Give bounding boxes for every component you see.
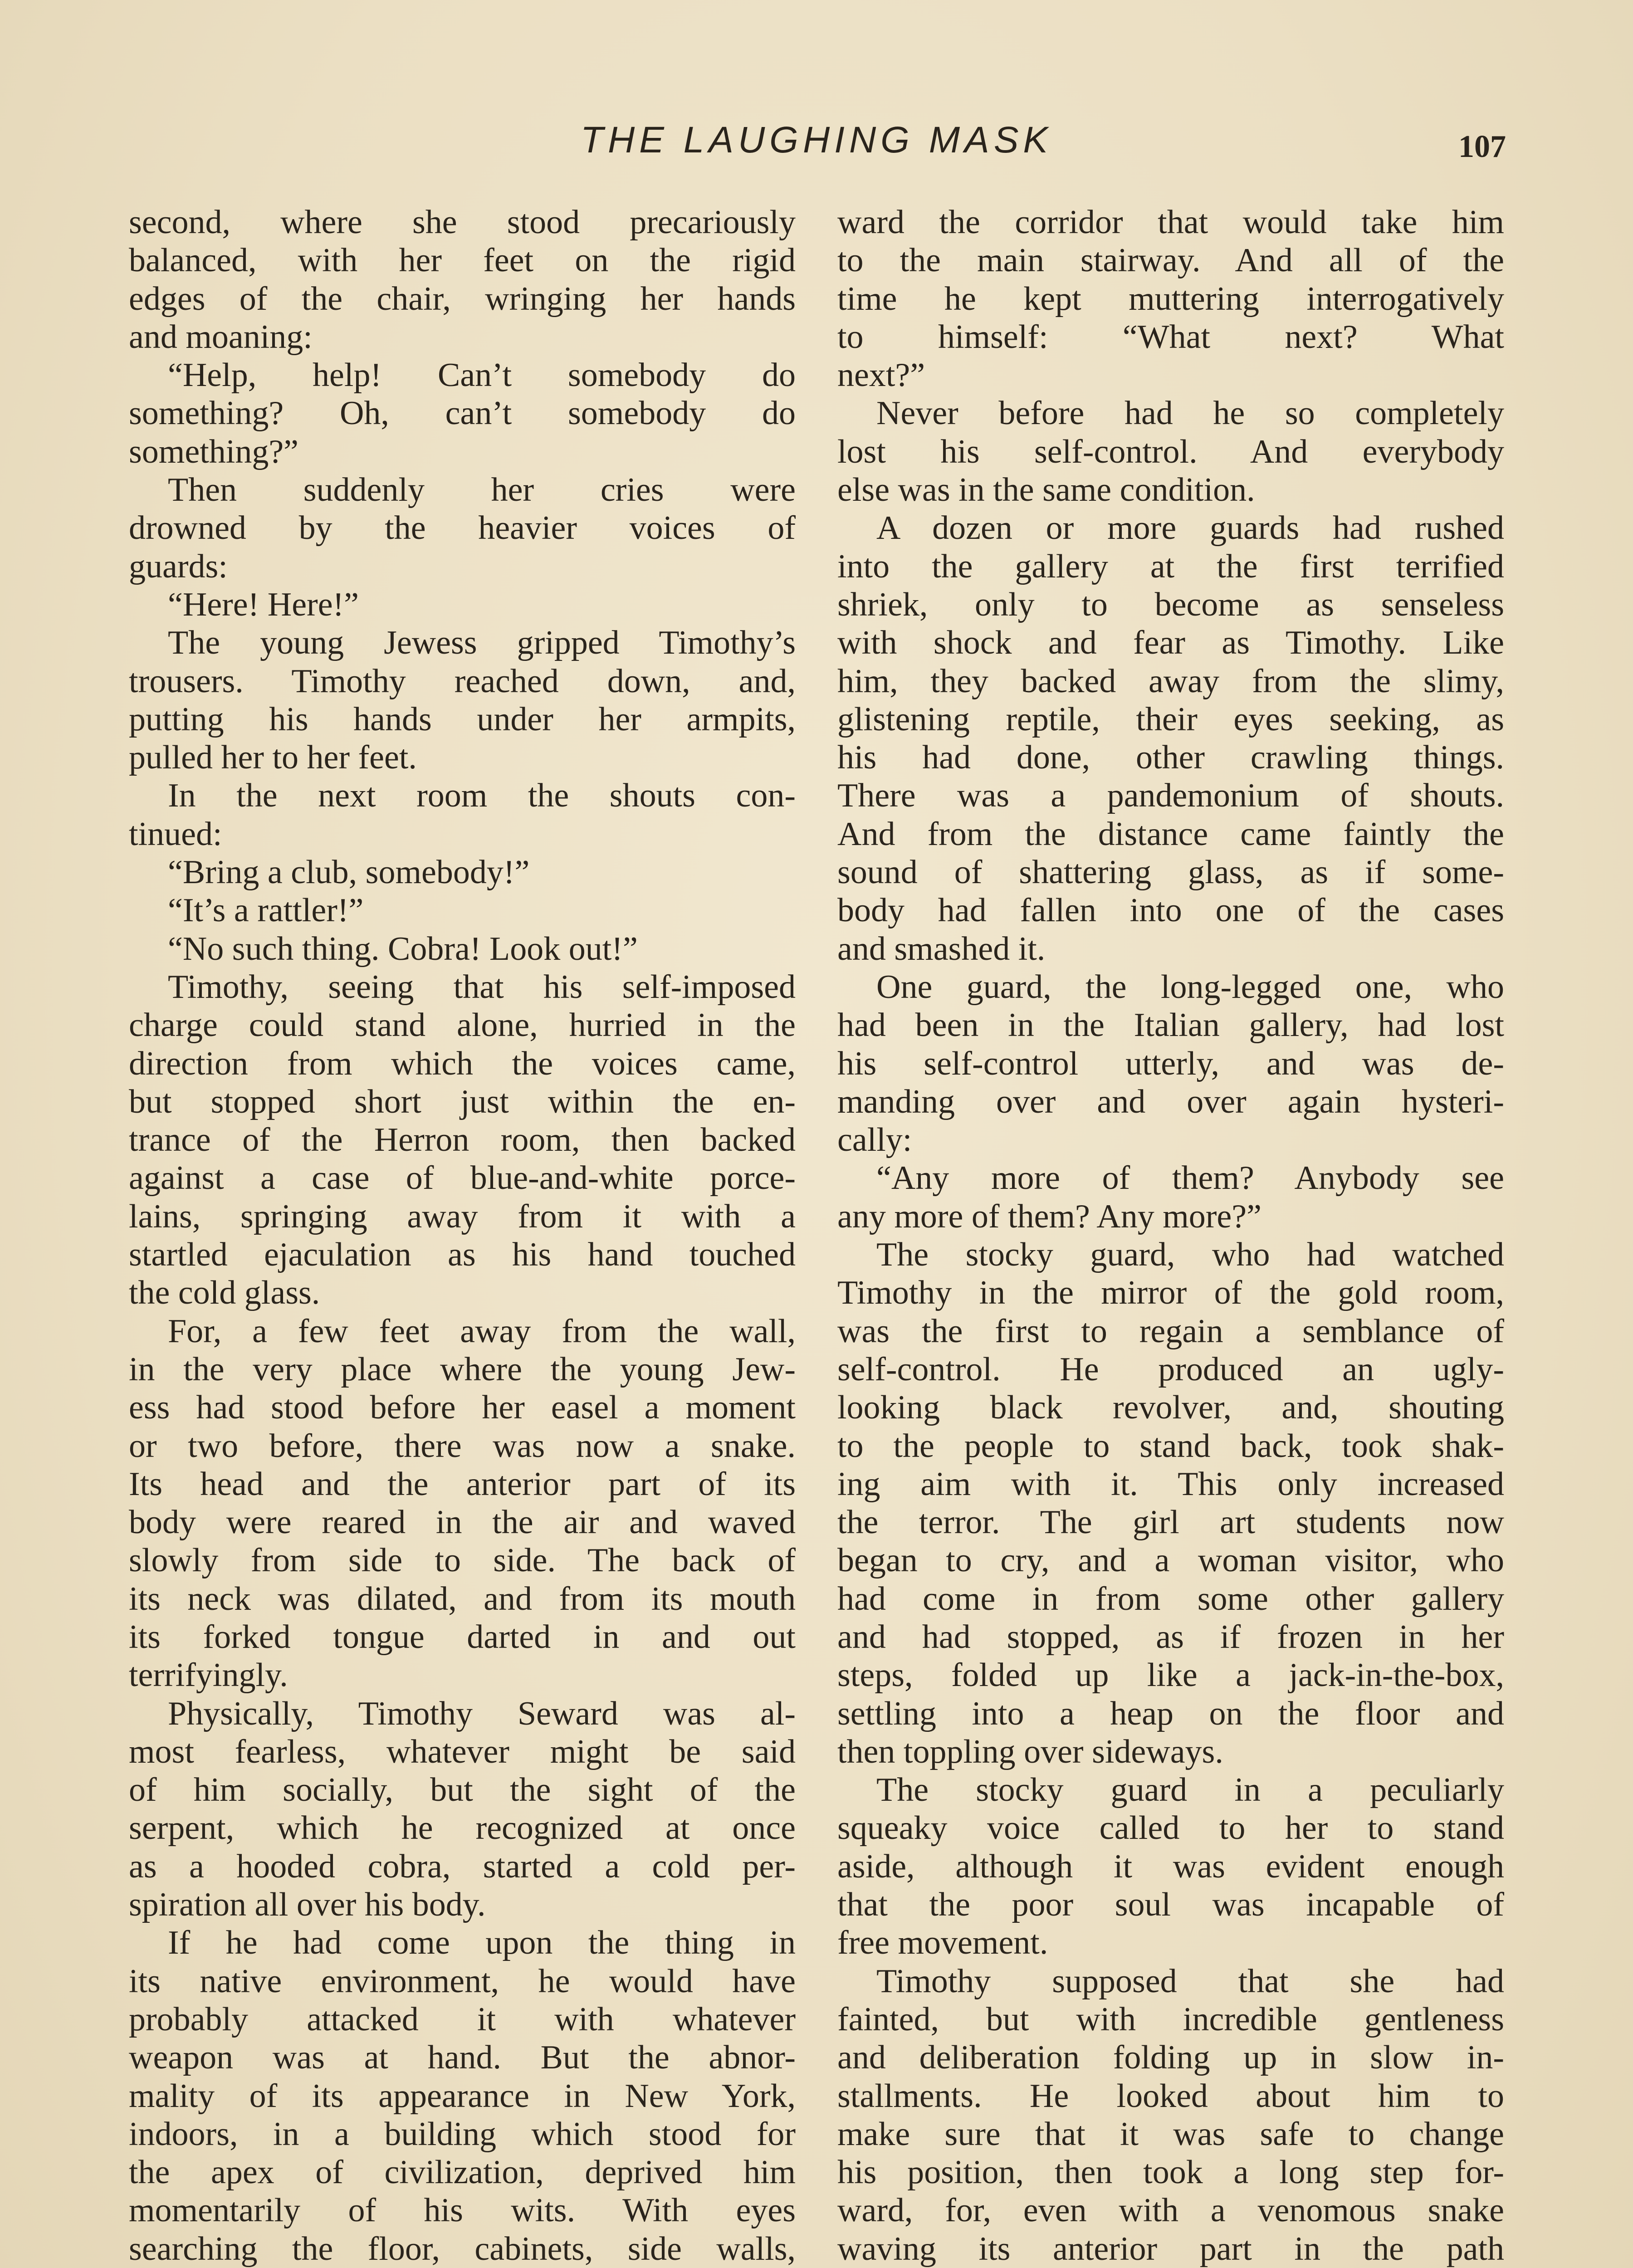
text-line: fainted, but with incredible gentleness <box>837 2000 1504 2038</box>
text-line: searching the floor, cabinets, side walls, <box>129 2230 796 2268</box>
text-line: The stocky guard, who had watched <box>876 1236 1504 1274</box>
text-line: was the first to regain a semblance of <box>837 1312 1504 1350</box>
text-line: something? Oh, can’t somebody do <box>129 395 796 432</box>
text-line: then toppling over sideways. <box>837 1733 1223 1770</box>
text-line: the cold glass. <box>129 1274 320 1312</box>
text-line: steps, folded up like a jack-in-the-box, <box>837 1657 1504 1694</box>
text-line: “Help, help! Can’t somebody do <box>168 357 796 394</box>
text-line: and had stopped, as if frozen in her <box>837 1618 1504 1656</box>
text-line: sound of shattering glass, as if some- <box>837 854 1504 891</box>
text-line: body had fallen into one of the cases <box>837 892 1504 929</box>
text-line: the terror. The girl art students now <box>837 1504 1504 1541</box>
text-line: ing aim with it. This only increased <box>837 1465 1504 1503</box>
text-line: its neck was dilated, and from its mouth <box>129 1580 796 1618</box>
text-line: spiration all over his body. <box>129 1886 486 1924</box>
page-number: 107 <box>1458 129 1506 164</box>
text-line: looking black revolver, and, shouting <box>837 1389 1504 1427</box>
text-line: “Bring a club, somebody!” <box>168 854 530 891</box>
text-line: trousers. Timothy reached down, and, <box>129 662 796 700</box>
text-line: time he kept muttering interrogatively <box>837 280 1504 318</box>
text-line: his position, then took a long step for- <box>837 2154 1504 2191</box>
text-line: Physically, Timothy Seward was al- <box>168 1695 796 1732</box>
text-line: had come in from some other gallery <box>837 1580 1504 1618</box>
text-line: squeaky voice called to her to stand <box>837 1809 1504 1847</box>
text-line: Timothy, seeing that his self-imposed <box>168 968 796 1006</box>
text-line: manding over and over again hysteri- <box>837 1083 1504 1120</box>
text-line: make sure that it was safe to change <box>837 2115 1504 2153</box>
text-line: lost his self-control. And everybody <box>837 433 1504 470</box>
text-line: settling into a heap on the floor and <box>837 1695 1504 1732</box>
text-line: began to cry, and a woman visitor, who <box>837 1542 1504 1579</box>
text-line: And from the distance came faintly the <box>837 815 1504 853</box>
text-line: lains, springing away from it with a <box>129 1198 796 1235</box>
text-line: serpent, which he recognized at once <box>129 1809 796 1847</box>
text-line: against a case of blue-and-white porce- <box>129 1159 796 1197</box>
text-line: that the poor soul was incapable of <box>837 1886 1504 1924</box>
text-line: Then suddenly her cries were <box>168 471 796 509</box>
text-line: to the main stairway. And all of the <box>837 242 1504 279</box>
text-line: The young Jewess gripped Timothy’s <box>168 624 796 662</box>
text-line: terrifyingly. <box>129 1657 288 1694</box>
text-line: Timothy supposed that she had <box>876 1962 1504 2000</box>
text-line: If he had come upon the thing in <box>168 1924 796 1962</box>
left-text-column <box>129 203 796 2268</box>
text-line: weapon was at hand. But the abnor- <box>129 2039 796 2077</box>
text-line: had been in the Italian gallery, had lost <box>837 1007 1504 1044</box>
text-line: “It’s a rattler!” <box>168 892 364 929</box>
text-line: most fearless, whatever might be said <box>129 1733 796 1770</box>
text-line: as a hooded cobra, started a cold per- <box>129 1848 796 1885</box>
text-line: in the very place where the young Jew- <box>129 1350 796 1388</box>
text-line: self-control. He produced an ugly- <box>837 1350 1504 1388</box>
text-line: In the next room the shouts con- <box>168 777 796 815</box>
text-line: but stopped short just within the en- <box>129 1083 796 1120</box>
text-line: aside, although it was evident enough <box>837 1848 1504 1885</box>
text-line: The stocky guard in a peculiarly <box>876 1771 1504 1809</box>
text-line: the apex of civilization, deprived him <box>129 2154 796 2191</box>
text-line: his had done, other crawling things. <box>837 739 1504 777</box>
text-line: charge could stand alone, hurried in the <box>129 1007 796 1044</box>
text-line: next?” <box>837 357 925 394</box>
text-line: Its head and the anterior part of its <box>129 1465 796 1503</box>
text-line: direction from which the voices came, <box>129 1045 796 1082</box>
text-line: of him socially, but the sight of the <box>129 1771 796 1809</box>
text-line: and deliberation folding up in slow in- <box>837 2039 1504 2077</box>
text-line: Never before had he so completely <box>876 395 1504 432</box>
text-line: into the gallery at the first terrified <box>837 547 1504 585</box>
text-line: his self-control utterly, and was de- <box>837 1045 1504 1082</box>
text-line: putting his hands under her armpits, <box>129 700 796 738</box>
text-line: “Any more of them? Anybody see <box>876 1159 1504 1197</box>
text-line: startled ejaculation as his hand touched <box>129 1236 796 1274</box>
text-line: guards: <box>129 547 228 585</box>
text-line: else was in the same condition. <box>837 471 1255 509</box>
text-line: mality of its appearance in New York, <box>129 2077 796 2115</box>
text-line: For, a few feet away from the wall, <box>168 1312 796 1350</box>
text-line: ward the corridor that would take him <box>837 204 1504 241</box>
text-line: balanced, with her feet on the rigid <box>129 242 796 279</box>
text-line: to the people to stand back, took shak- <box>837 1427 1504 1465</box>
text-line: with shock and fear as Timothy. Like <box>837 624 1504 662</box>
text-line: edges of the chair, wringing her hands <box>129 280 796 318</box>
text-line: “No such thing. Cobra! Look out!” <box>168 930 638 968</box>
text-line: to himself: “What next? What <box>837 318 1504 356</box>
text-line: body were reared in the air and waved <box>129 1504 796 1541</box>
text-line: cally: <box>837 1121 912 1159</box>
text-line: something?” <box>129 433 299 470</box>
text-line: A dozen or more guards had rushed <box>876 509 1504 547</box>
text-line: stallments. He looked about him to <box>837 2077 1504 2115</box>
text-line: One guard, the long-legged one, who <box>876 968 1504 1006</box>
text-line: Timothy in the mirror of the gold room, <box>837 1274 1504 1312</box>
right-text-column <box>837 203 1504 2268</box>
text-line: slowly from side to side. The back of <box>129 1542 796 1579</box>
text-line: tinued: <box>129 815 222 853</box>
text-line: glistening reptile, their eyes seeking, as <box>837 700 1504 738</box>
text-line: him, they backed away from the slimy, <box>837 662 1504 700</box>
text-line: its forked tongue darted in and out <box>129 1618 796 1656</box>
text-line: “Here! Here!” <box>168 586 359 623</box>
text-line: There was a pandemonium of shouts. <box>837 777 1504 815</box>
text-line: ward, for, even with a venomous snake <box>837 2192 1504 2229</box>
text-line: second, where she stood precariously <box>129 204 796 241</box>
text-line: pulled her to her feet. <box>129 739 417 777</box>
text-line: ess had stood before her easel a moment <box>129 1389 796 1427</box>
text-line: waving its anterior part in the path <box>837 2230 1504 2268</box>
text-line: momentarily of his wits. With eyes <box>129 2192 796 2229</box>
text-line: its native environment, he would have <box>129 1962 796 2000</box>
text-line: any more of them? Any more?” <box>837 1198 1261 1235</box>
text-line: free movement. <box>837 1924 1048 1962</box>
text-line: and smashed it. <box>837 930 1046 968</box>
text-line: indoors, in a building which stood for <box>129 2115 796 2153</box>
text-line: and moaning: <box>129 318 313 356</box>
text-line: or two before, there was now a snake. <box>129 1427 796 1465</box>
text-line: trance of the Herron room, then backed <box>129 1121 796 1159</box>
text-line: probably attacked it with whatever <box>129 2000 796 2038</box>
text-line: shriek, only to become as senseless <box>837 586 1504 623</box>
text-line: drowned by the heavier voices of <box>129 509 796 547</box>
running-title: THE LAUGHING MASK <box>580 119 1053 161</box>
